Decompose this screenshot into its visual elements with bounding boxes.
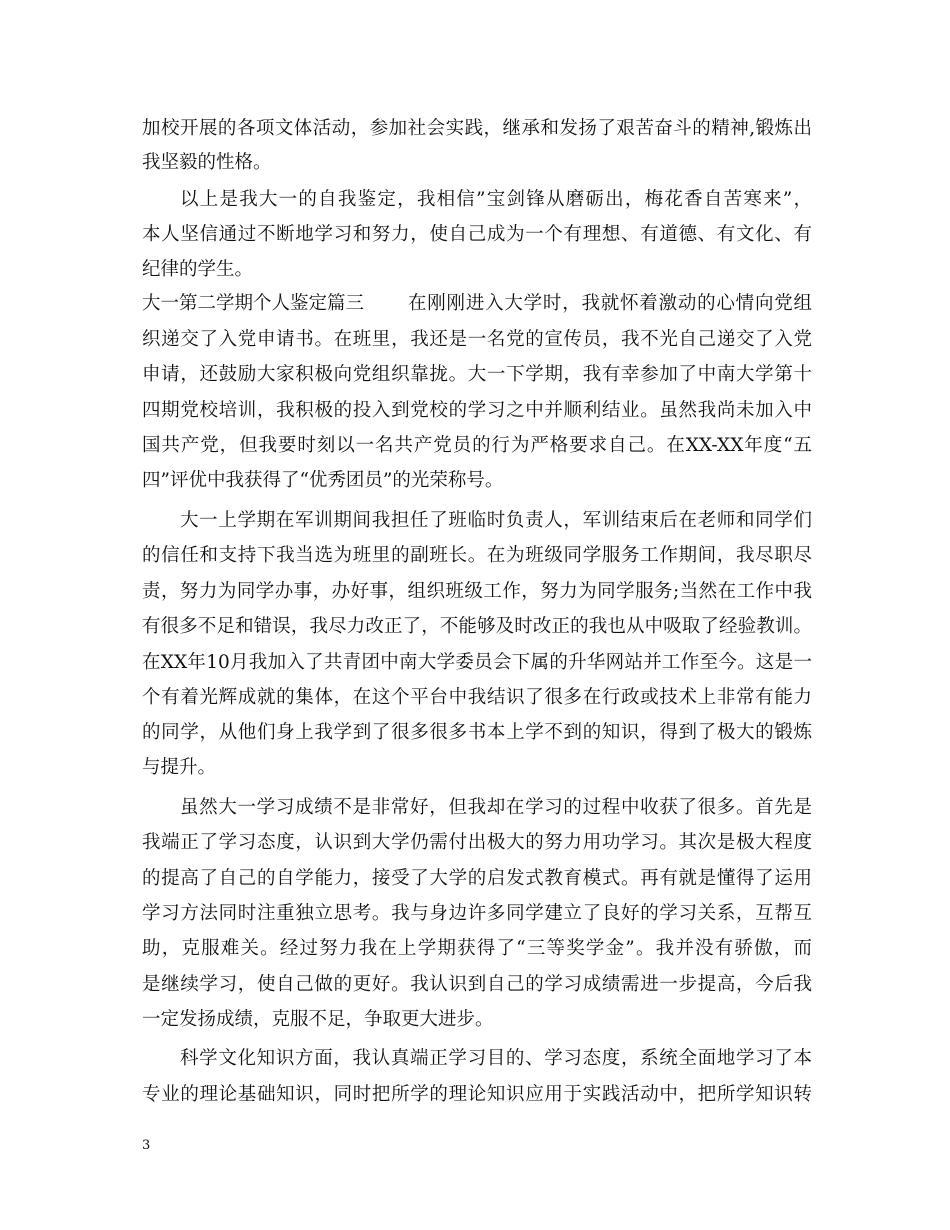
paragraph-line: 以上是我大一的自我鉴定，我相信”宝剑锋从磨砺出，梅花香自苦寒来”，	[180, 189, 812, 210]
paragraph-line: 有很多不足和错误，我尽力改正了，不能够及时改正的我也从中吸取了经验教训。	[142, 616, 812, 637]
paragraph-line: 学习方法同时注重独立思考。我与身边许多同学建立了良好的学习关系，互帮互	[142, 903, 812, 924]
paragraph-line: 纪律的学生。	[142, 259, 254, 280]
paragraph-line: 本人坚信通过不断地学习和努力，使自己成为一个有理想、有道德、有文化、有	[142, 224, 812, 245]
paragraph-line: 四期党校培训，我积极的投入到党校的学习之中并顺利结业。虽然我尚未加入中	[142, 400, 812, 421]
paragraph-line: 个有着光辉成就的集体，在这个平台中我结识了很多在行政或技术上非常有能力	[142, 687, 812, 708]
section-title: 大一第二学期个人鉴定篇三	[142, 293, 365, 314]
paragraph-line: 大一上学期在军训期间我担任了班临时负责人，军训结束后在老师和同学们	[180, 510, 812, 531]
paragraph-line: 在XX年10月我加入了共青团中南大学委员会下属的升华网站并工作至今。这是一	[142, 652, 812, 673]
paragraph-line: 科学文化知识方面，我认真端正学习目的、学习态度，系统全面地学习了本	[180, 1048, 812, 1069]
paragraph-line: 在刚刚进入大学时，我就怀着激动的心情向党组	[408, 293, 812, 314]
paragraph-line: 责，努力为同学办事，办好事，组织班级工作，努力为同学服务;当然在工作中我	[142, 581, 812, 602]
paragraph-line: 国共产党，但我要时刻以一名共产党员的行为严格要求自己。在XX-XX年度“五	[142, 435, 812, 456]
paragraph-line: 助，克服难关。经过努力我在上学期获得了“三等奖学金”。我并没有骄傲，而	[142, 938, 812, 959]
paragraph-line: 虽然大一学习成绩不是非常好，但我却在学习的过程中收获了很多。首先是	[180, 797, 812, 818]
paragraph-line: 的信任和支持下我当选为班里的副班长。在为班级同学服务工作期间，我尽职尽	[142, 545, 812, 566]
section-heading-line	[142, 289, 812, 319]
paragraph-line: 加校开展的各项文体活动，参加社会实践，继承和发扬了艰苦奋斗的精神,锻炼出	[142, 118, 812, 139]
paragraph-line: 的提高了自己的自学能力，接受了大学的启发式教育模式。再有就是懂得了运用	[142, 868, 812, 889]
paragraph-line: 我端正了学习态度，认识到大学仍需付出极大的努力用功学习。其次是极大程度	[142, 832, 812, 853]
paragraph-line: 的同学，从他们身上我学到了很多很多书本上学不到的知识，得到了极大的锻炼	[142, 722, 812, 743]
paragraph-line: 是继续学习，使自己做的更好。我认识到自己的学习成绩需进一步提高，今后我	[142, 974, 812, 995]
paragraph-line: 四”评优中我获得了“优秀团员”的光荣称号。	[142, 470, 504, 491]
paragraph-line: 专业的理论基础知识，同时把所学的理论知识应用于实践活动中，把所学知识转	[142, 1084, 812, 1105]
paragraph-line: 织递交了入党申请书。在班里，我还是一名党的宣传员，我不光自己递交了入党	[142, 329, 812, 350]
page-number: 3	[142, 1138, 151, 1153]
paragraph-line: 我坚毅的性格。	[142, 152, 272, 173]
paragraph-line: 申请，还鼓励大家积极向党组织靠拢。大一下学期，我有幸参加了中南大学第十	[142, 364, 812, 385]
paragraph-line: 一定发扬成绩，克服不足，争取更大进步。	[142, 1009, 494, 1030]
paragraph-line: 与提升。	[142, 757, 217, 778]
